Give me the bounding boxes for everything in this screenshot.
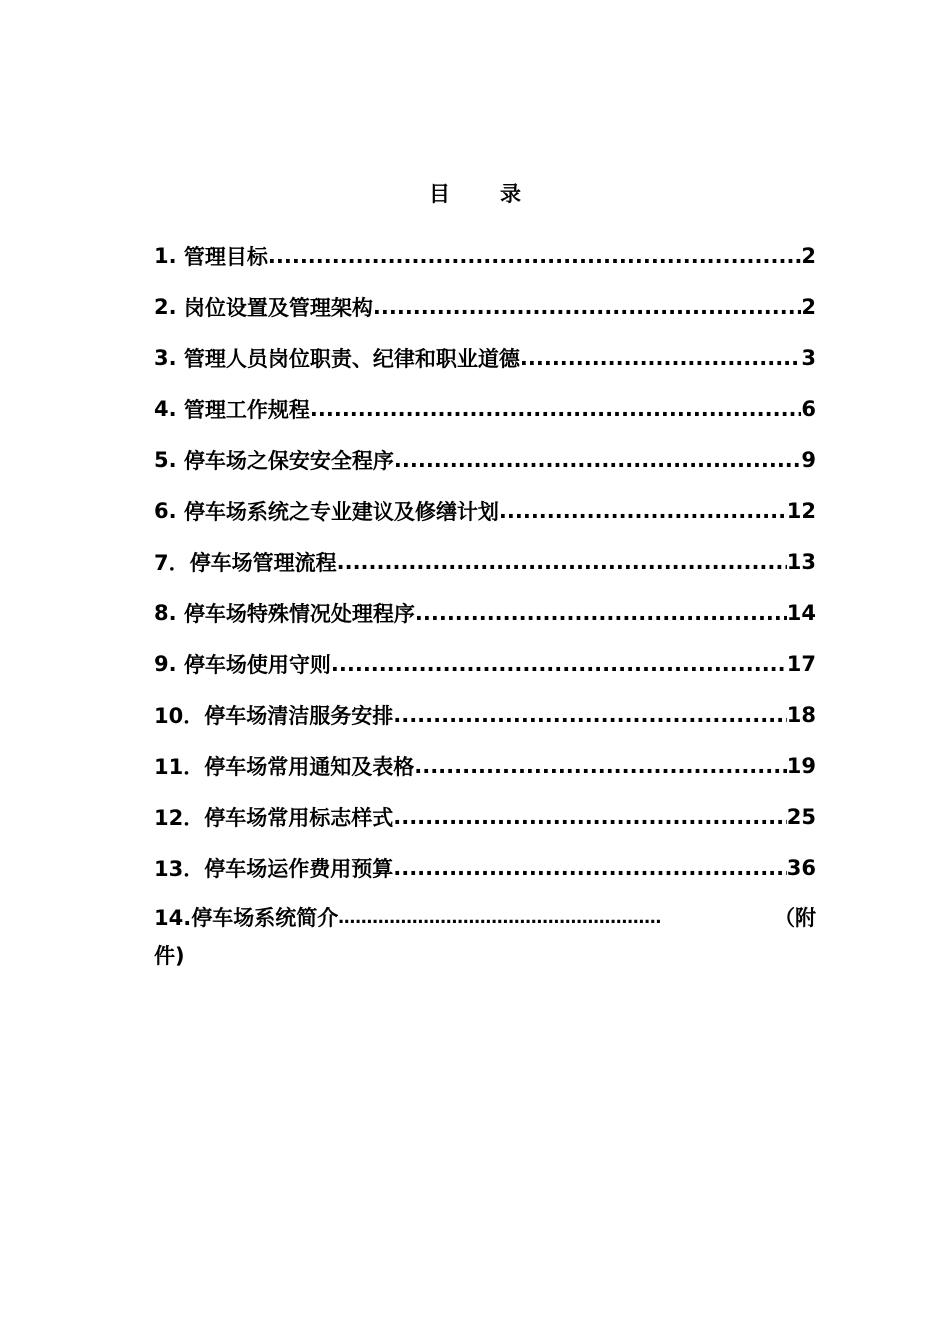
toc-entry-number: 9. xyxy=(154,651,177,676)
toc-entry-label: 停车场系统之专业建议及修缮计划 xyxy=(183,499,499,524)
toc-entry-page: 18 xyxy=(786,702,816,727)
toc-leader-dots xyxy=(499,499,787,523)
toc-appendix-suffix: （附 xyxy=(774,906,816,930)
toc-entry-page: 14 xyxy=(786,600,816,625)
toc-entry[interactable] xyxy=(154,485,816,536)
toc-entry-label: 停车场系统简介 xyxy=(191,906,339,930)
toc-entry-page: 13 xyxy=(786,549,816,574)
toc-entry-label: 停车场常用通知及表格 xyxy=(204,754,415,779)
toc-entry-label: 停车场运作费用预算 xyxy=(204,856,394,881)
toc-entry[interactable] xyxy=(154,791,816,842)
toc-entry[interactable] xyxy=(154,638,816,689)
toc-entry-number: 7． xyxy=(154,550,190,575)
toc-entry[interactable] xyxy=(154,842,816,893)
toc-entry-label: 管理工作规程 xyxy=(183,397,310,422)
toc-leader-dots xyxy=(268,244,801,268)
toc-entry-label: 停车场之保安安全程序 xyxy=(183,448,394,473)
toc-title-char-1: 目 xyxy=(429,182,450,206)
toc-entry-page: 36 xyxy=(786,855,816,880)
toc-entry-page: 3 xyxy=(801,345,816,370)
toc-entry-label: 停车场管理流程 xyxy=(189,550,337,575)
toc-title xyxy=(0,178,950,208)
toc-entry-number: 8. xyxy=(154,600,177,625)
toc-entry-label: 管理人员岗位职责、纪律和职业道德 xyxy=(183,346,520,371)
toc-entry[interactable] xyxy=(154,740,816,791)
toc-entry-page: 25 xyxy=(786,804,816,829)
toc-entry-page: 9 xyxy=(801,447,816,472)
toc-entry[interactable] xyxy=(154,689,816,740)
toc-entry[interactable] xyxy=(154,536,816,587)
toc-entry-page: 19 xyxy=(786,753,816,778)
toc-entry-label: 岗位设置及管理架构 xyxy=(183,295,373,320)
toc-entry[interactable] xyxy=(154,587,816,638)
toc-list xyxy=(154,230,816,975)
toc-leader-dots xyxy=(393,805,787,829)
toc-entry-label: 停车场使用守则 xyxy=(183,652,331,677)
toc-entry-number: 5. xyxy=(154,447,177,472)
toc-entry-label: 停车场常用标志样式 xyxy=(204,805,394,830)
toc-leader-dots xyxy=(331,652,787,676)
toc-entry-number: 6. xyxy=(154,498,177,523)
toc-leader-dots xyxy=(337,550,787,574)
toc-appendix-line-1 xyxy=(154,899,816,937)
toc-entry[interactable] xyxy=(154,332,816,383)
toc-entry-number: 1. xyxy=(154,243,177,268)
toc-entry-page: 2 xyxy=(801,243,816,268)
toc-appendix-suffix-cont: 件) xyxy=(154,944,185,968)
toc-entry-number: 4. xyxy=(154,396,177,421)
toc-entry-number: 3. xyxy=(154,345,177,370)
toc-entry-number: 14. xyxy=(154,906,192,930)
toc-leader-dots: ………………………………………………… xyxy=(338,908,662,928)
toc-entry-appendix[interactable] xyxy=(154,893,816,975)
toc-entry[interactable] xyxy=(154,281,816,332)
toc-entry-page: 12 xyxy=(786,498,816,523)
toc-leader-dots xyxy=(393,703,787,727)
toc-entry[interactable] xyxy=(154,383,816,434)
toc-leader-dots xyxy=(373,295,801,319)
toc-entry[interactable] xyxy=(154,230,816,281)
toc-leader-dots xyxy=(414,754,787,778)
toc-entry-number: 2. xyxy=(154,294,177,319)
toc-entry-label: 停车场清洁服务安排 xyxy=(204,703,394,728)
toc-entry-number: 10． xyxy=(154,703,205,728)
toc-appendix-line-2 xyxy=(154,937,816,975)
toc-entry[interactable] xyxy=(154,434,816,485)
toc-title-char-2: 录 xyxy=(500,182,521,206)
toc-entry-label: 停车场特殊情况处理程序 xyxy=(183,601,415,626)
toc-leader-dots xyxy=(393,856,787,880)
toc-leader-dots xyxy=(415,601,787,625)
toc-entry-number: 12． xyxy=(154,805,205,830)
toc-leader-dots xyxy=(394,448,801,472)
toc-entry-page: 17 xyxy=(786,651,816,676)
toc-entry-number: 13． xyxy=(154,856,205,881)
toc-entry-page: 6 xyxy=(801,396,816,421)
toc-leader-dots xyxy=(520,346,801,370)
toc-entry-number: 11． xyxy=(154,754,205,779)
toc-entry-label: 管理目标 xyxy=(183,244,268,269)
toc-leader-dots xyxy=(310,397,801,421)
toc-entry-page: 2 xyxy=(801,294,816,319)
